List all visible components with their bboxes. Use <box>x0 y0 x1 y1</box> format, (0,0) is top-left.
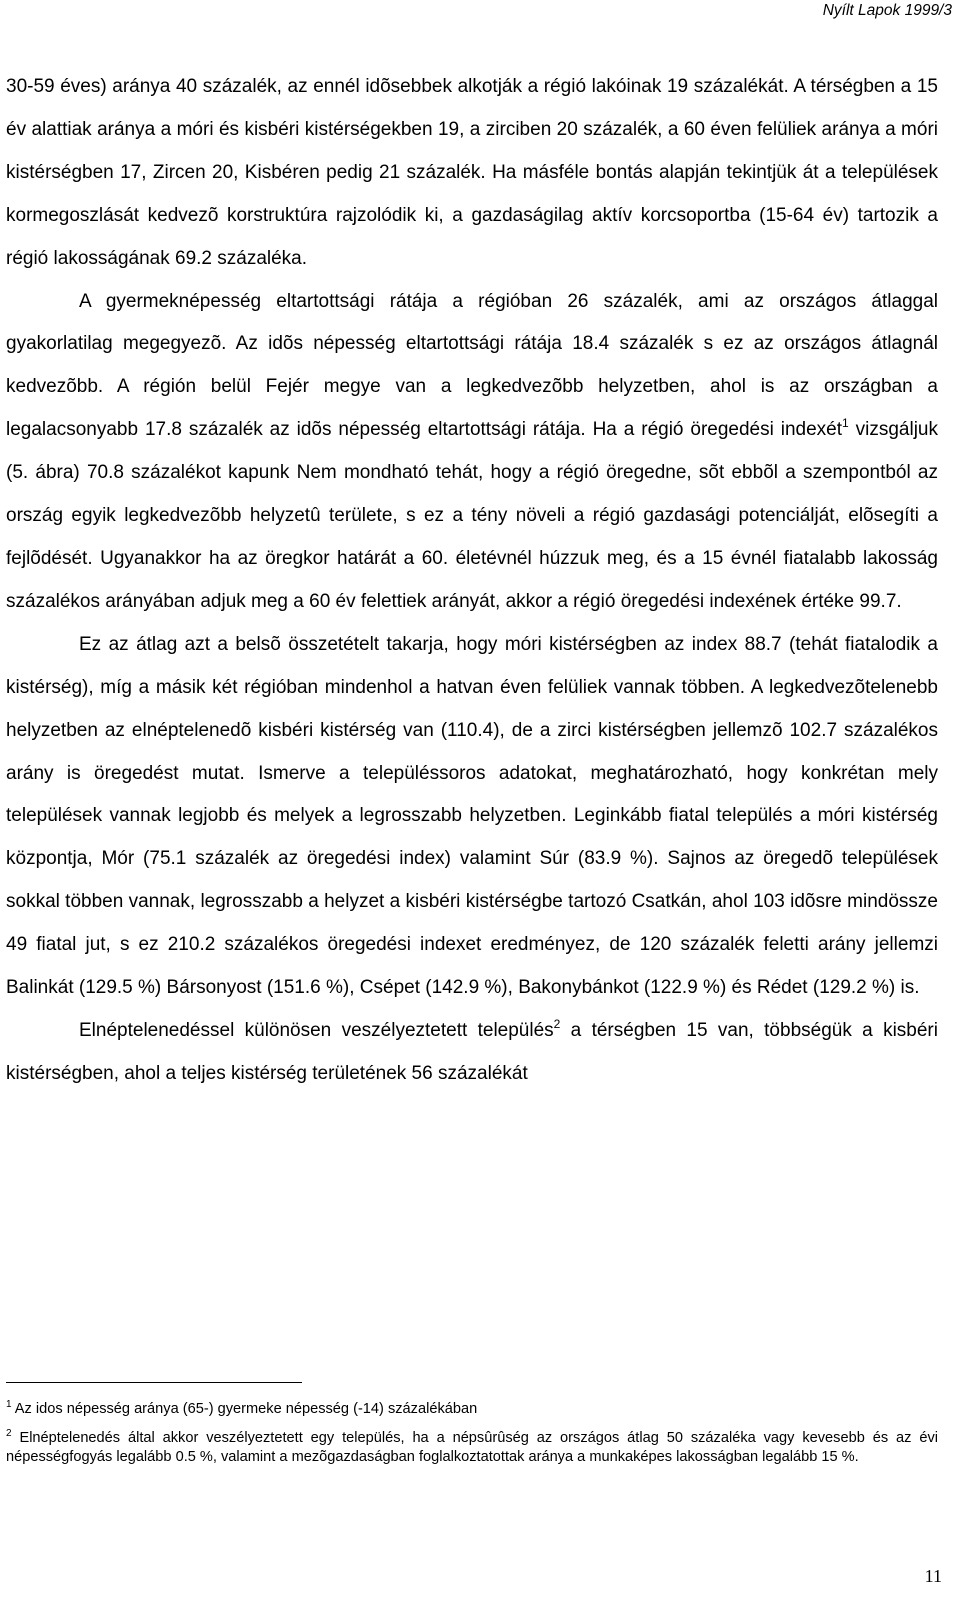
footnote-1 <box>6 1400 938 1419</box>
footnote-ref-1: 1 <box>842 416 849 431</box>
footnote-2-text: Elnéptelenedés által akkor veszélyeztetett egy település, ha a népsûrûség az országos átlag 50 százaléka vagy kevesebb és az évi népességfogyás legalább 0.5 %, valamint a mezõgazdaságban foglalkoztatottak aránya a munkaképes lakosságban legalább 15 %. <box>6 1430 938 1465</box>
paragraph-4-text-a: Elnéptelenedéssel különösen veszélyeztetett település <box>79 1019 554 1041</box>
paragraph-1: 30-59 éves) aránya 40 százalék, az ennél idõsebbek alkotják a régió lakóinak 19 százalékát. A térségben a 15 év alattiak aránya a móri és kisbéri kistérségekben 19, a zirciben 20 százalék, a 60 éven felüliek aránya a móri kistérségben 17, Zircen 20, Kisbéren pedig 21 százalék. Ha másféle bontás alapján tekintjük át a települések kormegoszlását kedvezõ korstruktúra rajzolódik ki, a gazdaságilag aktív korcsoportba (15-64 év) tartozik a régió lakosságának 69.2 százaléka. <box>6 76 938 269</box>
footnote-separator <box>6 1382 302 1383</box>
paragraph-2 <box>6 281 938 624</box>
paragraph-4 <box>6 1010 938 1096</box>
paragraph-4-text-b: a térségben 15 van, többségük a kisbéri kistérségben, ahol a teljes kistérség területének 56 százalékát <box>6 1019 938 1084</box>
paragraph-2-text-b: vizsgáljuk (5. ábra) 70.8 százalékot kapunk Nem mondható tehát, hogy a régió öregedne, sõt ebbõl a szempontból az ország egyik legkedvezõbb helyzetû területe, s ez a tény növeli a régió gazdasági potenciálját, elõsegíti a fejlõdését. Ugyanakkor ha az öregkor határát a 60. életévnél húzzuk meg, és a 15 évnél fiatalabb lakosság százalékos arányában adjuk meg a 60 év felettiek arányát, akkor a régió öregedési indexének értéke 99.7. <box>6 419 938 612</box>
footnote-2-mark: 2 <box>6 1428 12 1439</box>
footnote-1-mark: 1 <box>6 1399 12 1410</box>
page-number: 11 <box>924 1566 942 1586</box>
footnote-2 <box>6 1429 938 1467</box>
running-header: Nyílt Lapok 1999/3 <box>822 2 952 19</box>
body-text <box>6 66 938 1096</box>
paragraph-2-text-a: A gyermeknépesség eltartottsági rátája a régióban 26 százalék, ami az országos átlaggal gyakorlatilag megegyezõ. Az idõs népesség eltartottsági rátája 18.4 százalék s ez az országos átlagnál kedvezõbb. A régión belül Fejér megye van a legkedvezõbb helyzetben, ahol is az országban a legalacsonyabb 17.8 százalék az idõs népesség eltartottsági rátája. Ha a régió öregedési indexét <box>6 290 938 441</box>
paragraph-3: Ez az átlag azt a belsõ összetételt takarja, hogy móri kistérségben az index 88.7 (tehát fiatalodik a kistérség), míg a másik két régióban mindenhol a hatvan éven felüliek vannak többen. A legkedvezõtelenebb helyzetben az elnéptelenedõ kisbéri kistérség van (110.4), de a zirci kistérségben jellemzõ 102.7 százalékos arány is öregedést mutat. Ismerve a településsoros adatokat, meghatározható, hogy konkrétan mely települések vannak legjobb és melyek a legrosszabb helyzetben. Leginkább fiatal település a móri kistérség központja, Mór (75.1 százalék az öregedési index) valamint Súr (83.9 %). Sajnos az öregedõ települések sokkal többen vannak, legrosszabb a helyzet a kisbéri kistérségbe tartozó Csatkán, ahol 103 idõsre mindössze 49 fiatal jut, s ez 210.2 százalékos öregedési indexet eredményez, de 120 százalék feletti arány jellemzi Balinkát (129.5 %) Bársonyost (151.6 %), Csépet (142.9 %), Bakonybánkot (122.9 %) és Rédet (129.2 %) is. <box>6 633 938 999</box>
footnotes <box>6 1400 938 1477</box>
footnote-ref-2: 2 <box>553 1016 561 1031</box>
footnote-1-text: Az idos népesség aránya (65-) gyermeke népesség (-14) százalékában <box>11 1401 478 1417</box>
